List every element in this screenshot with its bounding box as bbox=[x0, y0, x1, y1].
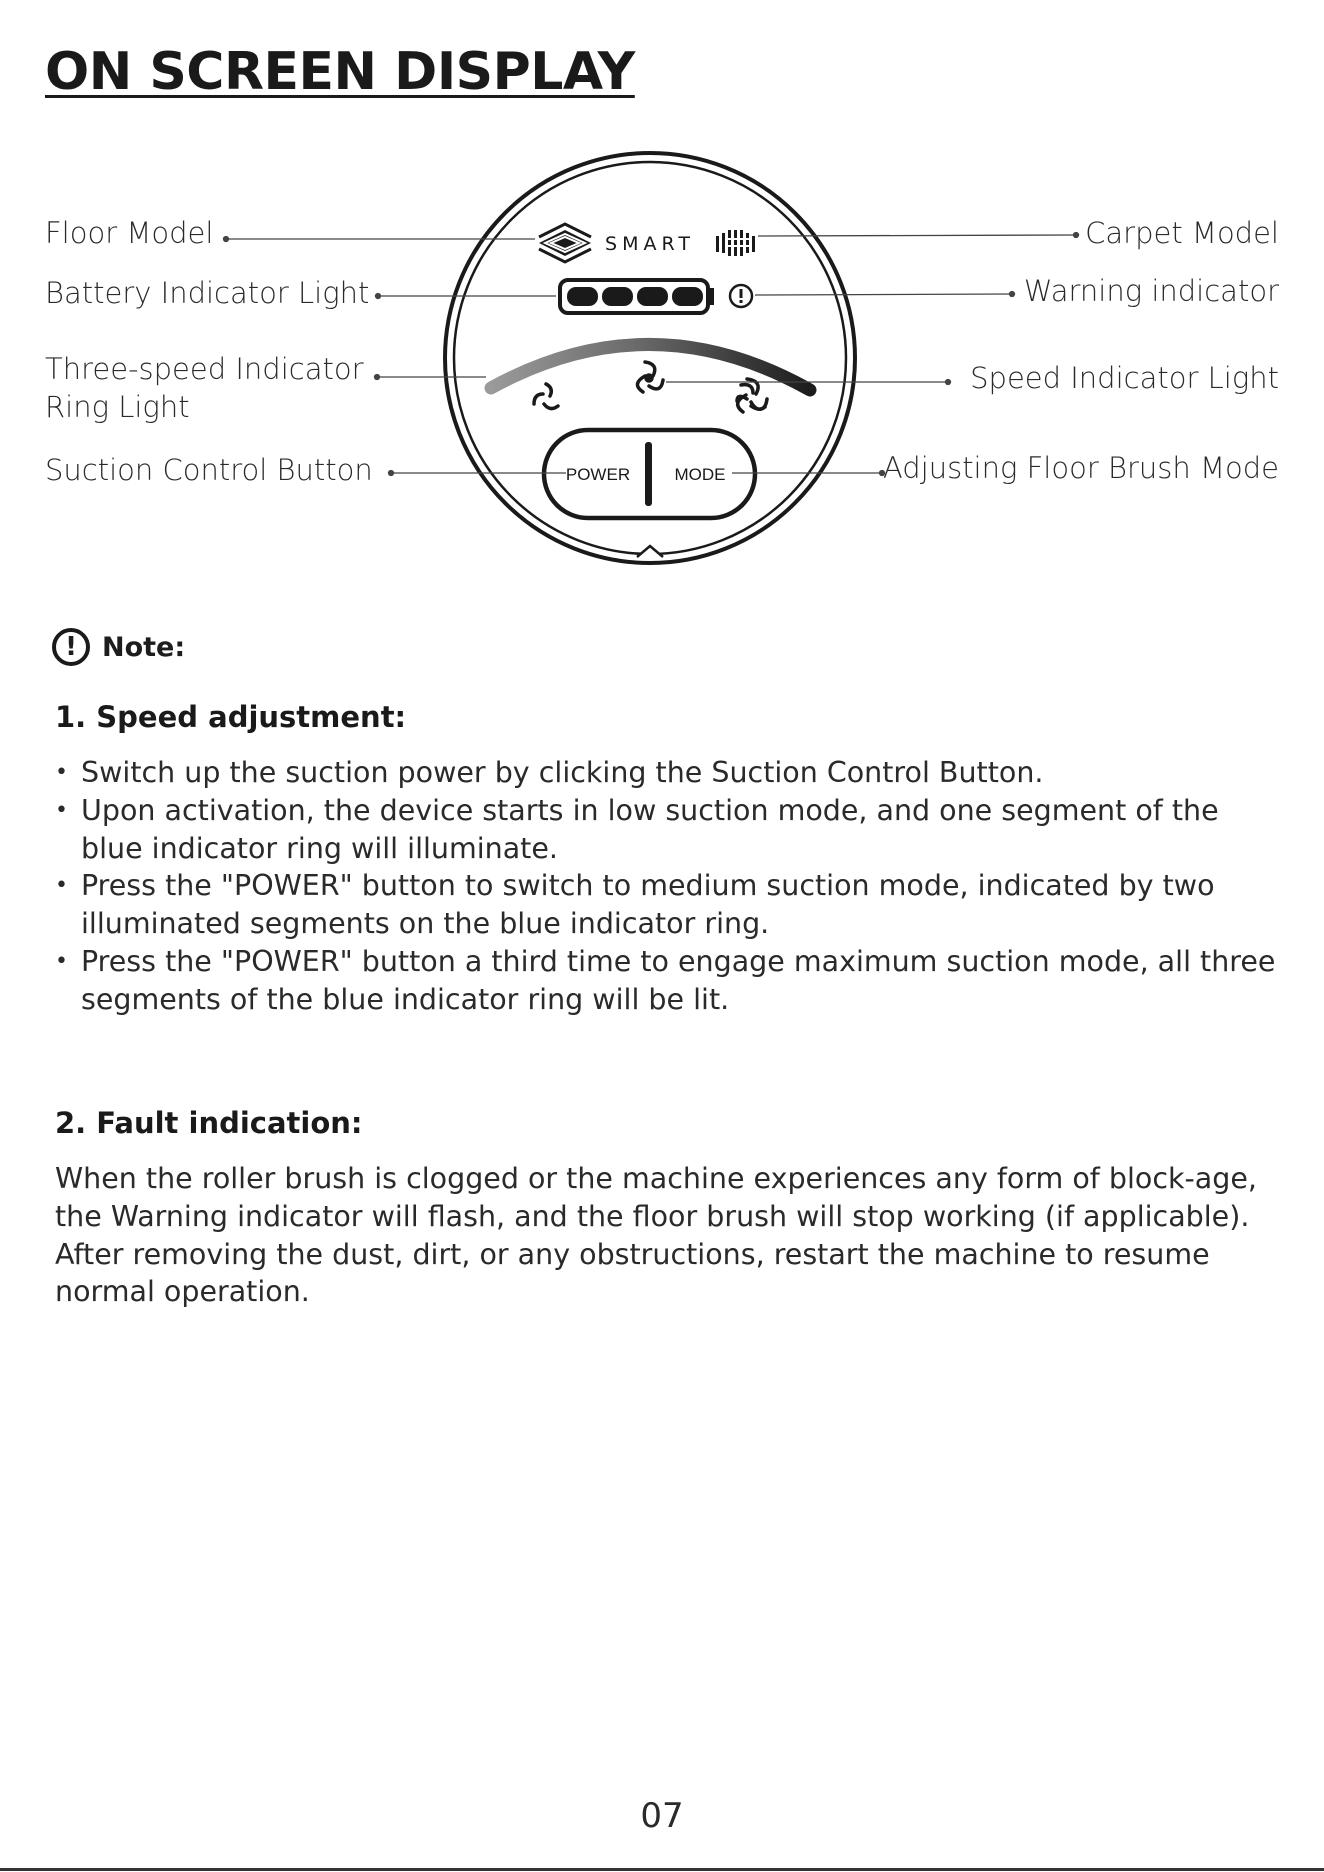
mode-button[interactable]: MODE bbox=[674, 465, 726, 484]
warning-icon bbox=[730, 285, 752, 307]
fault-indication-text: When the roller brush is clogged or the machine experiences any form of block-age, the Warning indicator will flash, and the floor brush will stop working (if applicable). After removing the dust, dirt, or any obstructions, restart the machine to resume normal operation. bbox=[55, 1162, 1257, 1309]
callout-carpet-model: Carpet Model bbox=[1085, 216, 1279, 250]
display-diagram bbox=[0, 0, 1324, 600]
page-title: ON SCREEN DISPLAY bbox=[45, 42, 635, 102]
callout-battery-indicator: Battery Indicator Light bbox=[45, 276, 370, 310]
callout-warning-indicator: Warning indicator bbox=[1023, 274, 1279, 308]
exclamation-circle-icon: ! bbox=[52, 628, 90, 666]
bottom-divider bbox=[0, 1868, 1324, 1871]
callout-suction-button: Suction Control Button bbox=[45, 453, 373, 487]
battery-indicator-icon bbox=[560, 280, 714, 313]
page-number: 07 bbox=[640, 1796, 684, 1836]
list-item: • Press the "POWER" button to switch to medium suction mode, indicated by two illuminated segments on the blue indicator ring. bbox=[55, 867, 1285, 943]
list-item: • Press the "POWER" button a third time to engage maximum suction mode, all three segments of the blue indicator ring will be lit. bbox=[55, 943, 1285, 1019]
brand-text: SMART bbox=[605, 233, 695, 255]
note-header bbox=[52, 628, 185, 666]
callout-adjusting-floor-brush: Adjusting Floor Brush Mode bbox=[882, 451, 1279, 485]
callout-three-speed-ring-line2: Ring Light bbox=[45, 390, 190, 424]
list-item: • Switch up the suction power by clicking the Suction Control Button. bbox=[55, 754, 1285, 792]
speed-adjustment-list bbox=[55, 754, 1285, 1019]
list-item: • Upon activation, the device starts in low suction mode, and one segment of the blue indicator ring will illuminate. bbox=[55, 792, 1285, 868]
note-label: Note: bbox=[102, 631, 186, 663]
speed-adjustment-title: 1. Speed adjustment: bbox=[55, 700, 407, 734]
power-button[interactable]: POWER bbox=[565, 465, 631, 484]
callout-speed-indicator: Speed Indicator Light bbox=[970, 361, 1279, 395]
callout-three-speed-ring-line1: Three-speed Indicator bbox=[45, 352, 364, 386]
fault-indication-title: 2. Fault indication: bbox=[55, 1106, 363, 1140]
callout-floor-model: Floor Model bbox=[45, 216, 214, 250]
